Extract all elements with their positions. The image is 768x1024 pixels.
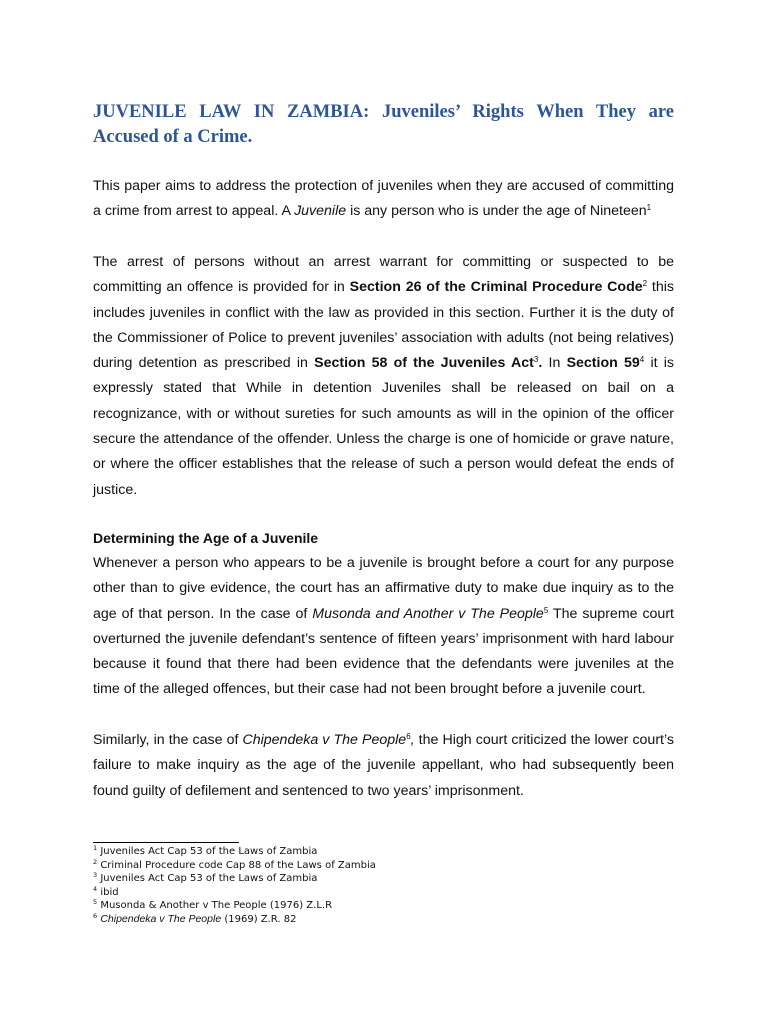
text-run: this includes juveniles in conflict with the law as provided in this section. Further it is the duty of the Commissioner of Police to prevent juveniles’ association with adults (not being relatives) during detention as prescribed in <box>93 279 674 372</box>
footnote-number: 5 <box>93 898 98 906</box>
footnote-item <box>93 859 493 873</box>
text-run: The supreme court overturned the juvenile defendant’s sentence of fifteen years’ imprisonment with hard labour because it found that there had been evidence that the defendants were juveniles at the time of the alleged offences, but their case had not been brought before a juvenile court. <box>93 605 674 698</box>
footnote-item <box>93 886 493 900</box>
italic-term-juvenile: Juvenile <box>294 203 347 220</box>
text-run: This paper aims to address the protection of juveniles when they are accused of committing a crime from arrest to appeal. A <box>93 178 674 220</box>
footnote-number: 1 <box>93 844 98 852</box>
footnote-text: Juveniles Act Cap 53 of the Laws of Zambia <box>100 846 318 857</box>
text-run: the High court criticized the lower court’s failure to make inquiry as the age of the juvenile appellant, who had subsequently been found guilty of defilement and sentenced to two years’ imprisonment. <box>93 732 674 799</box>
bold-section-58: Section 58 of the Juveniles Act <box>314 355 534 372</box>
italic-case-chipendeka: Chipendeka v The People <box>242 732 407 748</box>
footnote-number: 2 <box>93 857 98 866</box>
bold-section-26: Section 26 of the Criminal Procedure Code <box>349 279 643 296</box>
footnote-ref-5[interactable]: 5 <box>543 605 549 615</box>
footnote-text: Criminal Procedure code Cap 88 of the Laws of Zambia <box>100 859 376 871</box>
footnote-ref-4[interactable]: 4 <box>639 355 645 365</box>
footnote-separator <box>93 842 239 843</box>
footnote-item <box>93 845 493 859</box>
footnote-number: 4 <box>93 884 98 893</box>
footnote-number: 3 <box>93 871 98 879</box>
paragraph-chipendeka <box>93 728 674 804</box>
footnote-item <box>93 899 493 913</box>
text-run: The arrest of persons without an arrest warrant for committing or suspected to be committing an offence is provided for in <box>93 254 674 296</box>
bold-period: . <box>538 355 543 372</box>
footnote-ref-1[interactable]: 1 <box>646 203 652 213</box>
footnote-item <box>93 872 493 886</box>
footnote-text: Juveniles Act Cap 53 of the Laws of Zambia <box>100 873 318 884</box>
footnote-item <box>93 913 493 927</box>
footnote-text: ibid <box>100 886 119 898</box>
section-heading-age: Determining the Age of a Juvenile <box>93 530 319 546</box>
footnote-text: Musonda & Another v The People (1976) Z.L.R <box>100 900 333 911</box>
footnote-ref-3[interactable]: 3 <box>533 355 539 365</box>
italic-case-musonda: Musonda and Another v The People <box>312 605 544 622</box>
text-run: Similarly, in the case of <box>93 732 243 748</box>
paragraph-intro <box>93 174 674 225</box>
document-title: JUVENILE LAW IN ZAMBIA: Juveniles’ Rights When They are Accused of a Crime. <box>93 102 674 147</box>
text-run: it is expressly stated that While in detention Juveniles shall be released on bail on a recognizance, with or without sureties for such amounts as will in the opinion of the officer secure the attendance of the offender. Unless the charge is one of homicide or grave nature, or where the officer establishes that the release of such a person would defeat the ends of justice. <box>93 355 675 498</box>
footnote-number: 6 <box>93 911 98 920</box>
footnote-ref-6[interactable]: 6 <box>406 732 411 741</box>
paragraph-age-inquiry <box>93 551 674 703</box>
footnote-italic-case: Chipendeka v The People <box>100 912 222 925</box>
text-run: is any person who is under the age of Nineteen <box>346 203 647 220</box>
text-run: In <box>542 355 567 372</box>
footnotes-list <box>93 845 493 926</box>
italic-comma: , <box>410 732 415 748</box>
paragraph-arrest <box>93 250 674 503</box>
footnote-ref-2[interactable]: 2 <box>642 279 648 289</box>
text-run: Whenever a person who appears to be a juvenile is brought before a court for any purpose other than to give evidence, the court has an affirmative duty to make due inquiry as to the age of that person. In the case of <box>93 555 674 622</box>
bold-section-59: Section 59 <box>566 355 640 372</box>
footnote-text: (1969) Z.R. 82 <box>221 913 297 925</box>
